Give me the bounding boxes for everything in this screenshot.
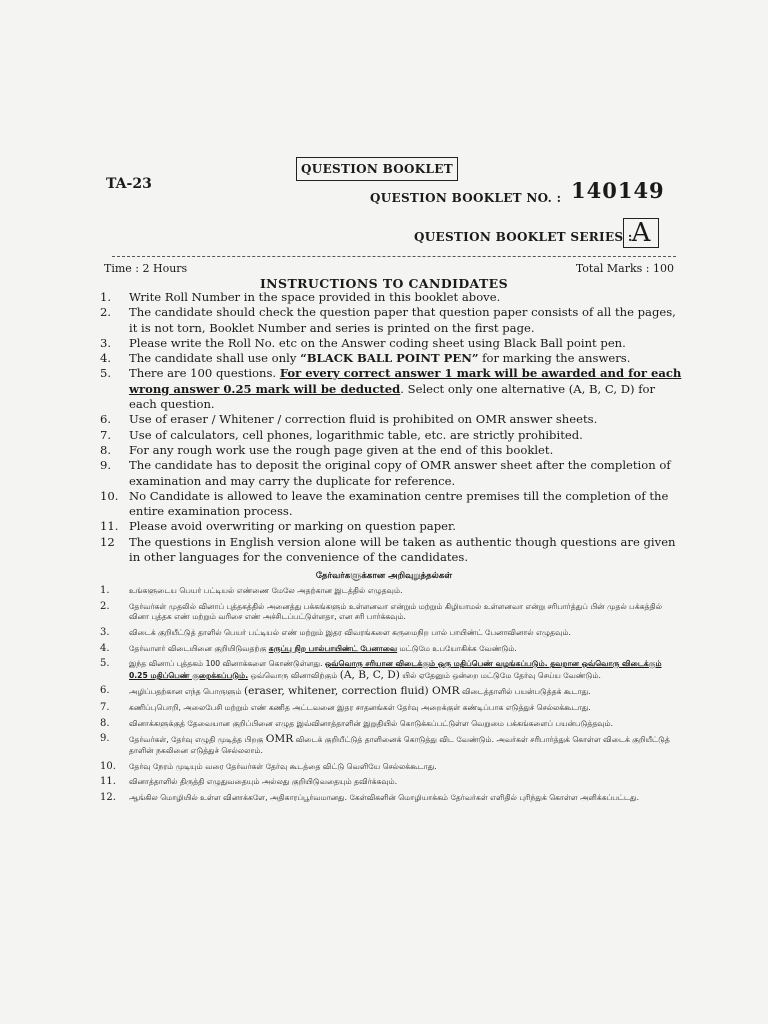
instruction-number: 8. (100, 442, 112, 457)
instruction-text-part: The candidate shall use only (129, 351, 301, 366)
instruction-text: For any rough work use the rough page given at the end of this booklet. (129, 442, 554, 457)
instruction-number: 9. (100, 733, 110, 745)
instruction-text: கணிப்புபொறி, அலைபேசி மற்றும் எண் கணித அட்டவனை இதர சாதனங்கள் தேர்வு அறைக்குள் கண்டிப்பாக எடுத்துச் செல்லக்கூடாது. (129, 703, 591, 713)
instruction-text (129, 686, 680, 697)
instruction-text: Please write the Roll No. etc on the Answer coding sheet using Black Ball point pen. (129, 335, 626, 350)
instruction-text-part: There are 100 questions. (129, 366, 280, 381)
instruction-item (100, 305, 682, 336)
instruction-item (100, 290, 682, 305)
tamil-instruction-item (100, 686, 680, 697)
instruction-item (100, 336, 682, 351)
instruction-item (100, 489, 682, 520)
instruction-number: 2. (100, 305, 112, 320)
instruction-text: Write Roll Number in the space provided in this booklet above. (129, 290, 501, 304)
instruction-item (100, 412, 682, 427)
options-text: (A, B, C, D) (339, 668, 400, 681)
instruction-item (100, 351, 682, 366)
english-inline-text: OMR (265, 733, 294, 746)
instruction-text: வினாக்களுக்குத் தேவையான குறிப்பினை எழுத இவ்வினாத்தாளின் இறுதியில் கொடுக்கப்பட்டுள்ள வெறுமை பக்கங்களைப் பயன்படுத்தவும். (129, 718, 614, 728)
instruction-number: 12. (100, 791, 116, 803)
tamil-instruction-item (100, 586, 680, 596)
tamil-instruction-item (100, 644, 680, 654)
instruction-number: 5. (100, 658, 110, 670)
instruction-item (100, 535, 682, 566)
instruction-text: தேர்வு நேரம் முடியும் வரை தேர்வர்கள் தேர்வு கூடத்தை விட்டு வெளியே செல்லக்கூடாது. (129, 761, 437, 771)
instruction-text: உங்களுடைய பெயர் பட்டியல் எண்ணை மேலே அதற்கான இடத்தில் எழுதவும். (129, 586, 403, 595)
tamil-instruction-item (100, 793, 680, 803)
booklet-series-box: A (623, 218, 659, 248)
instruction-number: 7. (100, 702, 110, 714)
header-divider (112, 256, 676, 257)
instruction-number: 3. (100, 626, 110, 638)
tamil-instruction-item (100, 734, 680, 756)
instruction-number: 10. (100, 488, 119, 503)
instruction-text (129, 644, 680, 654)
instruction-text: Use of calculators, cell phones, logarithmic table, etc. are strictly prohibited. (129, 427, 583, 442)
instruction-text-part: யில் ஏதேனும் ஒன்றை மட்டுமே தேர்வு செய்ய வேண்டும். (399, 670, 601, 680)
instruction-text-part: . Select only one alternative (A, B, C, D) for each question. (129, 381, 656, 412)
instruction-text-part: அழிப்பதற்கான எந்த பொருளும் (129, 687, 244, 697)
english-inline-text: (eraser, whitener, correction fluid) OMR (243, 685, 460, 698)
instruction-number: 2. (100, 600, 110, 612)
instruction-item (100, 428, 682, 443)
instruction-text: Please avoid overwriting or marking on question paper. (129, 519, 456, 534)
tamil-instruction-item (100, 628, 680, 638)
instruction-number: 8. (100, 717, 110, 729)
tamil-instruction-item (100, 719, 680, 729)
tamil-instruction-item (100, 762, 680, 772)
instruction-text: விடைக் குறியீட்டுத் தாளில் பெயர் பட்டியல் எண் மற்றும் இதர விவரங்களை கருமைநிற பால் பாயிண்ட் பேனாவினால் எழுதவும். (129, 627, 571, 637)
instruction-text-part: இந்த வினாப் புத்தகம் 100 வினாக்களை கொண்டுள்ளது. (129, 659, 325, 669)
marking-scheme-text: For every correct answer 1 mark will be awarded and for each wrong answer 0.25 mark will be deducted (129, 366, 682, 396)
instruction-item (100, 366, 682, 412)
instruction-text (129, 366, 682, 412)
instruction-item (100, 519, 682, 534)
instruction-text: The candidate should check the question paper that question paper consists of all the pages, it is not torn, Booklet Number and series is printed on the first page. (129, 305, 676, 335)
emphasis-text: “BLACK BALL POINT PEN” (300, 351, 479, 366)
booklet-number-label: QUESTION BOOKLET NO. : (370, 191, 562, 205)
instruction-number: 11. (100, 519, 119, 534)
question-booklet-title: QUESTION BOOKLET (296, 157, 458, 181)
tamil-instructions-heading: தேர்வர்களுக்கான அறிவுறுத்தல்கள் (315, 571, 453, 581)
booklet-series-label: QUESTION BOOKLET SERIES : (414, 230, 633, 244)
instruction-text: வினாத்தாளில் திருத்தி எழுதுவதையும் அல்லது குறியிடுவதையும் தவிர்க்கவும். (129, 777, 398, 787)
instruction-number: 3. (100, 335, 112, 350)
instruction-text: தேர்வர்கள் முதலில் வினாப் புத்தகத்தில் அனைத்து பக்கங்களும் உள்ளனவா என்றும் மற்றும் கிழியாமல் உள்ளனவா என்று சரிபார்த்துப் பின் முதல் பக்கத்தில் வினா புத்தக எண் மற்றும் வரிசை எண் அச்சிடப்பட்டுள்ளதா, என சரி பார்க்கவும். (129, 601, 663, 622)
instruction-text-part: தேர்வர்கள், தேர்வு எழுதி முடித்த பிறகு (129, 735, 266, 745)
tamil-instruction-item (100, 602, 680, 623)
instruction-text: Use of eraser / Whitener / correction fluid is prohibited on OMR answer sheets. (129, 412, 598, 427)
instruction-number: 6. (100, 412, 112, 427)
instructions-heading: INSTRUCTIONS TO CANDIDATES (259, 276, 509, 291)
instruction-number: 4. (100, 351, 112, 366)
instruction-text-part: மட்டுமே உபயோகிக்க வேண்டும். (397, 643, 517, 653)
english-instructions-list (100, 290, 682, 565)
emphasis-text: கருப்பு நிற பால்பாயிண்ட் பேனாவை (268, 643, 398, 653)
instruction-item (100, 443, 682, 458)
total-marks: Total Marks : 100 (575, 262, 674, 275)
instruction-text (129, 351, 682, 366)
instruction-text (129, 659, 680, 681)
instruction-number: 11. (100, 776, 116, 788)
instruction-text: No Candidate is allowed to leave the examination centre premises till the completion of the entire examination process. (129, 488, 669, 519)
instruction-text-part: தேர்வாளர் விடையினை குறியிடுவதற்கு (129, 643, 269, 653)
instruction-number: 4. (100, 642, 110, 654)
exam-time: Time : 2 Hours (104, 262, 188, 275)
instruction-number: 12 (100, 534, 115, 549)
tamil-instruction-item (100, 777, 680, 787)
instruction-text-part: விடைத்தாளில் பயன்படுத்தக் கூடாது. (459, 687, 591, 697)
instruction-number: 6. (100, 685, 110, 697)
instruction-number: 1. (100, 585, 110, 596)
marking-scheme-text: ஒவ்வொரு சரியான விடைக்கும் ஒரு மதிப்பெண் வழங்கப்படும். தவறான ஒவ்வொரு விடைக்கும் 0.25 மதிப்பெண் குறைக்கப்படும். (129, 659, 662, 680)
tamil-instructions-list (100, 586, 680, 809)
instruction-number: 9. (100, 458, 112, 473)
instruction-text (129, 734, 680, 756)
instruction-number: 10. (100, 760, 116, 772)
instruction-text: The candidate has to deposit the original copy of OMR answer sheet after the completion of examination and may carry the duplicate for reference. (129, 458, 671, 488)
instruction-item (100, 458, 682, 489)
instruction-text-part: ஒவ்வொரு வினாவிற்கும் (248, 670, 340, 680)
instruction-text: The questions in English version alone will be taken as authentic though questions are given in other languages for the convenience of the candidates. (129, 534, 676, 565)
instruction-text-part: for marking the answers. (478, 351, 631, 366)
tamil-instruction-item (100, 659, 680, 681)
instruction-number: 7. (100, 427, 112, 442)
instruction-text: ஆங்கில மொழியில் உள்ள வினாக்களே, அதிகாரப்பூர்வமானது. கேள்விகளின் மொழியாக்கம் தேர்வர்கள் எளிதில் புரிந்துக் கொள்ள அளிக்கப்பட்டது. (129, 792, 640, 802)
booklet-number: 140149 (571, 178, 665, 203)
tamil-instruction-item (100, 703, 680, 713)
paper-code: TA-23 (106, 176, 152, 192)
instruction-text-part: விடைக் குறியீட்டுத் தாளினைக் கொடுத்து விட வேண்டும். அவர்கள் சரிபார்த்துக் கொள்ள விடைக் குறியீட்டுத் தாளின் நகலினை எடுத்துச் செல்லலாம். (129, 735, 670, 755)
instruction-number: 1. (100, 290, 112, 304)
instruction-number: 5. (100, 366, 112, 381)
